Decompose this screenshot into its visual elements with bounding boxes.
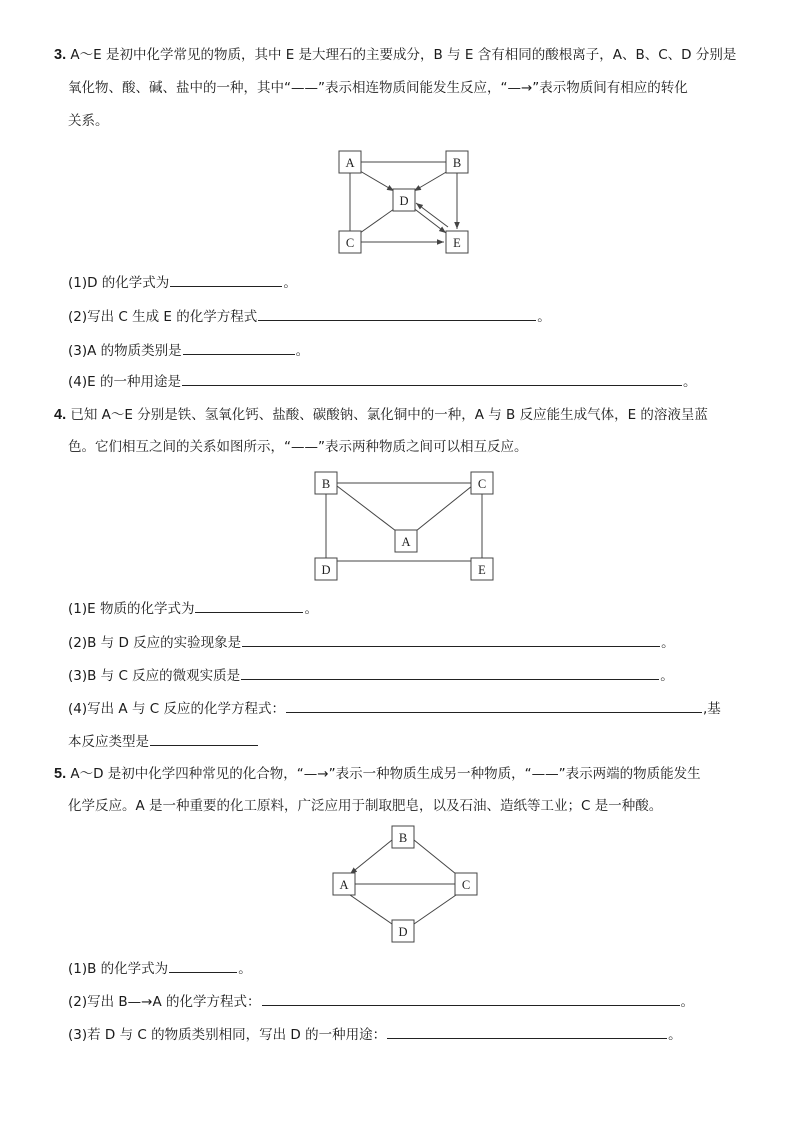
q4-sub-2: [68, 632, 675, 653]
q3-sub-4-period: 。: [682, 374, 697, 390]
svg-text:D: D: [399, 194, 409, 208]
q5-sub-1-period: 。: [238, 961, 252, 977]
svg-text:B: B: [321, 477, 331, 491]
q5-node-b: [392, 826, 414, 848]
q5-diagram: [328, 824, 483, 946]
q4-node-a: [395, 530, 417, 552]
q4-answer-4b-blank[interactable]: [150, 731, 258, 746]
q3-node-b: [446, 151, 468, 173]
q5-sub-3-period: 。: [668, 1027, 682, 1043]
q4-stem-text-1: 已知 A～E 分别是铁、氢氧化钙、盐酸、碳酸钠、氯化铜中的一种，A 与 B 反应能生成气体，E 的溶液呈蓝: [70, 407, 708, 423]
q3-sub-4-label: (4)E 的一种用途是: [68, 374, 181, 390]
q3-sub-3: [68, 340, 309, 361]
svg-text:C: C: [345, 236, 355, 250]
q5-sub-2-period: 。: [680, 994, 695, 1010]
q5-answer-3-blank[interactable]: [387, 1024, 667, 1039]
q3-answer-3-blank[interactable]: [183, 340, 295, 355]
q4-sub-4: [68, 698, 721, 719]
q5-node-d: [392, 920, 414, 942]
q3-sub-2: [68, 306, 551, 327]
svg-text:B: B: [398, 831, 408, 845]
q5-sub-1-label: (1)B 的化学式为: [68, 961, 169, 977]
svg-text:E: E: [453, 236, 461, 250]
q3-edge-b-d: [414, 171, 448, 191]
q4-sub-3-period: 。: [660, 668, 674, 684]
q3-edge-d-e: [412, 203, 448, 233]
svg-text:C: C: [461, 878, 471, 892]
q4-stem-line-2: 色。它们相互之间的关系如图所示，“——”表示两种物质之间可以相互反应。: [68, 439, 528, 455]
q4-answer-3-blank[interactable]: [241, 665, 659, 680]
q4-node-b: [315, 472, 337, 494]
q4-node-d: [315, 558, 337, 580]
q3-stem-line-1: [54, 45, 736, 65]
q4-sub-4-tail: ,基: [702, 701, 721, 717]
q3-node-c: [339, 231, 361, 253]
svg-text:A: A: [401, 535, 411, 549]
q5-sub-2: [68, 991, 694, 1012]
q4-edge-b-a: [337, 486, 396, 531]
q4-number: 4.: [54, 407, 67, 423]
q4-answer-2-blank[interactable]: [242, 632, 660, 647]
svg-text:D: D: [321, 563, 331, 577]
q5-node-c: [455, 873, 477, 895]
q3-sub-1: [68, 272, 297, 293]
q5-edge-b-c: [414, 840, 456, 874]
q4-sub-3: [68, 665, 674, 686]
q3-sub-3-label: (3)A 的物质类别是: [68, 343, 182, 359]
q3-answer-2-blank[interactable]: [258, 306, 536, 321]
q4-sub-2-label: (2)B 与 D 反应的实验现象是: [68, 635, 242, 651]
q5-sub-3-label: (3)若 D 与 C 的物质类别相同，写出 D 的一种用途：: [68, 1027, 387, 1043]
q3-edge-a-d: [360, 171, 394, 191]
q4-diagram: [310, 468, 495, 583]
q5-stem-line-2: 化学反应。A 是一种重要的化工原料，广泛应用于制取肥皂，以及石油、造纸等工业；C 是一种酸。: [68, 798, 663, 814]
q4-answer-1-blank[interactable]: [195, 598, 303, 613]
q5-sub-1: [68, 958, 252, 979]
q4-sub-2-period: 。: [661, 635, 675, 651]
q4-sub-4-line-2-label: 本反应类型是: [68, 734, 149, 750]
q3-sub-3-period: 。: [295, 343, 310, 359]
q3-sub-1-period: 。: [283, 275, 297, 291]
q3-diagram: [330, 145, 475, 260]
q3-stem-line-3: 关系。: [68, 113, 109, 129]
q3-stem-line-2: 氧化物、酸、碱、盐中的一种，其中“——”表示相连物质间能发生反应，“—→”表示物质间有相应的转化: [68, 80, 688, 96]
q3-node-a: [339, 151, 361, 173]
q5-stem-text-1: A～D 是初中化学四种常见的化合物，“—→”表示一种物质生成另一种物质，“——”表示两端的物质能发生: [70, 766, 701, 782]
q5-answer-2-blank[interactable]: [262, 991, 680, 1006]
q5-edge-b-a: [350, 840, 392, 874]
svg-text:E: E: [478, 563, 486, 577]
q3-stem-text-1: A～E 是初中化学常见的物质，其中 E 是大理石的主要成分，B 与 E 含有相同的酸根离子，A、B、C、D 分别是: [70, 47, 737, 63]
q4-node-e: [471, 558, 493, 580]
q3-answer-1-blank[interactable]: [170, 272, 282, 287]
q4-answer-4a-blank[interactable]: [286, 698, 702, 713]
q4-edge-c-a: [416, 486, 472, 531]
q3-sub-2-label: (2)写出 C 生成 E 的化学方程式: [68, 309, 258, 325]
svg-text:D: D: [398, 925, 408, 939]
q5-sub-3: [68, 1024, 682, 1045]
q3-node-e: [446, 231, 468, 253]
q3-answer-4-blank[interactable]: [182, 371, 682, 386]
q5-sub-2-label: (2)写出 B—→A 的化学方程式：: [68, 994, 261, 1010]
svg-text:A: A: [345, 156, 355, 170]
q4-sub-1-period: 。: [304, 601, 318, 617]
q3-node-d: [393, 189, 415, 211]
q3-sub-2-period: 。: [537, 309, 551, 325]
q4-stem-line-1: [54, 405, 708, 425]
svg-text:B: B: [452, 156, 462, 170]
q3-number: 3.: [54, 47, 67, 63]
q4-sub-4-line-2: [68, 731, 259, 752]
q4-sub-4-label: (4)写出 A 与 C 反应的化学方程式：: [68, 701, 285, 717]
svg-text:C: C: [477, 477, 487, 491]
q5-number: 5.: [54, 766, 67, 782]
q5-stem-line-1: [54, 764, 701, 784]
svg-text:A: A: [339, 878, 349, 892]
q3-sub-1-label: (1)D 的化学式为: [68, 275, 170, 291]
q5-answer-1-blank[interactable]: [169, 958, 237, 973]
q3-edge-c-d: [360, 209, 394, 233]
q4-sub-1-label: (1)E 物质的化学式为: [68, 601, 195, 617]
q3-sub-4: [68, 371, 696, 392]
q5-node-a: [333, 873, 355, 895]
q4-node-c: [471, 472, 493, 494]
q4-sub-3-label: (3)B 与 C 反应的微观实质是: [68, 668, 241, 684]
q5-edge-c-d: [414, 895, 456, 924]
q5-edge-a-d: [350, 895, 392, 924]
q4-sub-1: [68, 598, 318, 619]
